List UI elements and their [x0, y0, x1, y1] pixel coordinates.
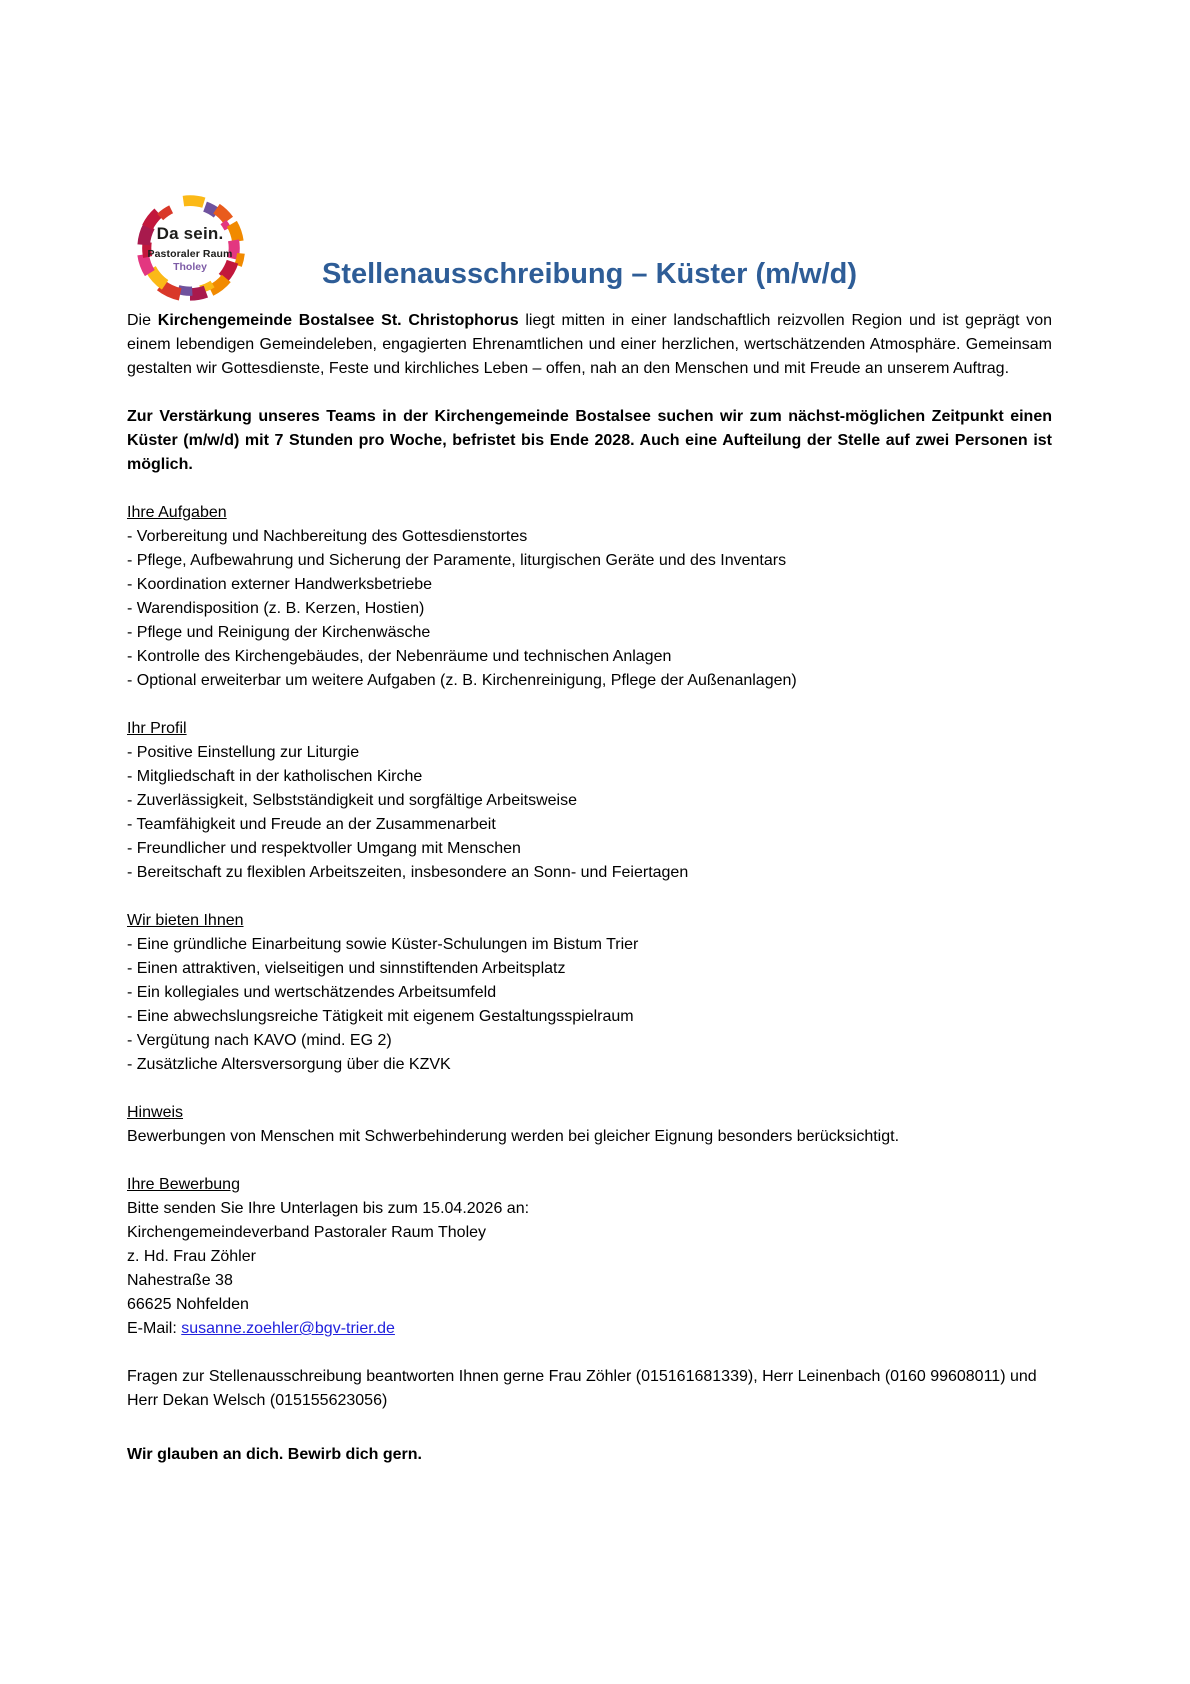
- section-hinweis-heading: Hinweis: [127, 1104, 184, 1121]
- hinweis-text: Bewerbungen von Menschen mit Schwerbehinderung werden bei gleicher Eignung besonders berücksichtigt.: [127, 1128, 900, 1145]
- document-body: [127, 309, 1052, 1467]
- list-item: - Kontrolle des Kirchengebäudes, der Nebenräume und technischen Anlagen: [127, 648, 672, 665]
- section-aufgaben: [127, 501, 1052, 693]
- intro-paragraph: [127, 309, 1052, 381]
- logo-claim: Da sein.: [156, 223, 224, 243]
- section-wir-bieten-heading: Wir bieten Ihnen: [127, 912, 244, 929]
- logo-subline: Pastoraler Raum: [147, 247, 233, 260]
- list-item: - Bereitschaft zu flexiblen Arbeitszeiten, insbesondere an Sonn- und Feiertagen: [127, 864, 689, 881]
- list-item: - Pflege und Reinigung der Kirchenwäsche: [127, 624, 431, 641]
- list-item: - Koordination externer Handwerksbetriebe: [127, 576, 433, 593]
- application-recipient: Kirchengemeindeverband Pastoraler Raum Tholey: [127, 1224, 487, 1241]
- list-item: - Ein kollegiales und wertschätzendes Arbeitsumfeld: [127, 984, 497, 1001]
- intro-bold-name: Kirchengemeinde Bostalsee St. Christophorus: [157, 312, 519, 329]
- list-item: - Freundlicher und respektvoller Umgang mit Menschen: [127, 840, 521, 857]
- list-item: - Einen attraktiven, vielseitigen und sinnstiftenden Arbeitsplatz: [127, 960, 566, 977]
- list-item: - Eine gründliche Einarbeitung sowie Küster-Schulungen im Bistum Trier: [127, 936, 639, 953]
- application-street: Nahestraße 38: [127, 1272, 233, 1289]
- list-item: - Teamfähigkeit und Freude an der Zusammenarbeit: [127, 816, 496, 833]
- logo-place: Tholey: [173, 260, 207, 273]
- section-hinweis: [127, 1101, 1052, 1149]
- list-item: - Zusätzliche Altersversorgung über die KZVK: [127, 1056, 451, 1073]
- application-deadline: Bitte senden Sie Ihre Unterlagen bis zum 15.04.2026 an:: [127, 1200, 530, 1217]
- list-item: - Eine abwechslungsreiche Tätigkeit mit eigenem Gestaltungsspielraum: [127, 1008, 634, 1025]
- list-item: - Pflege, Aufbewahrung und Sicherung der Paramente, liturgischen Geräte und des Inventars: [127, 552, 787, 569]
- section-aufgaben-heading: Ihre Aufgaben: [127, 504, 227, 521]
- section-bewerbung-heading: Ihre Bewerbung: [127, 1176, 240, 1193]
- section-profil-heading: Ihr Profil: [127, 720, 187, 737]
- intro-prefix: Die: [127, 312, 158, 329]
- list-item: - Optional erweiterbar um weitere Aufgaben (z. B. Kirchenreinigung, Pflege der Außenanlagen): [127, 672, 797, 689]
- contact-paragraph: Fragen zur Stellenausschreibung beantworten Ihnen gerne Frau Zöhler (015161681339), Herr Leinenbach (0160 99608011) und Herr Dekan Welsch (015155623056): [127, 1368, 1037, 1409]
- section-profil: [127, 717, 1052, 885]
- section-bewerbung: [127, 1173, 1052, 1341]
- section-wir-bieten: [127, 909, 1052, 1077]
- application-email-line: [127, 1317, 1052, 1341]
- list-item: - Mitgliedschaft in der katholischen Kirche: [127, 768, 423, 785]
- list-item: - Zuverlässigkeit, Selbstständigkeit und sorgfältige Arbeitsweise: [127, 792, 577, 809]
- list-item: - Vergütung nach KAVO (mind. EG 2): [127, 1032, 392, 1049]
- closing-line: Wir glauben an dich. Bewirb dich gern.: [127, 1446, 422, 1463]
- email-link[interactable]: susanne.zoehler@bgv-trier.de: [181, 1320, 395, 1337]
- application-city: 66625 Nohfelden: [127, 1296, 249, 1313]
- list-item: - Warendisposition (z. B. Kerzen, Hostien): [127, 600, 425, 617]
- intro-rest: liegt mitten in einer landschaftlich reizvollen Region und ist geprägt von einem lebendigen Gemeindeleben, engagierten Ehrenamtlichen und einer herzlichen, wertschätzenden Atmosphäre. Gemeinsam gestalten wir Gottesdienste, Feste und kirchliches Leben – offen, nah an den Menschen und mit Freude an unserem Auftrag.: [127, 312, 1053, 377]
- list-item: - Vorbereitung und Nachbereitung des Gottesdienstortes: [127, 528, 528, 545]
- email-label: E-Mail:: [127, 1320, 182, 1337]
- list-item: - Positive Einstellung zur Liturgie: [127, 744, 360, 761]
- page-title: Stellenausschreibung – Küster (m/w/d): [322, 258, 857, 291]
- application-attention: z. Hd. Frau Zöhler: [127, 1248, 256, 1265]
- vacancy-paragraph: Zur Verstärkung unseres Teams in der Kirchengemeinde Bostalsee suchen wir zum nächst-möglichen Zeitpunkt einen Küster (m/w/d) mit 7 Stunden pro Woche, befristet bis Ende 2028. Auch eine Aufteilung der Stelle auf zwei Personen ist möglich.: [127, 408, 1052, 473]
